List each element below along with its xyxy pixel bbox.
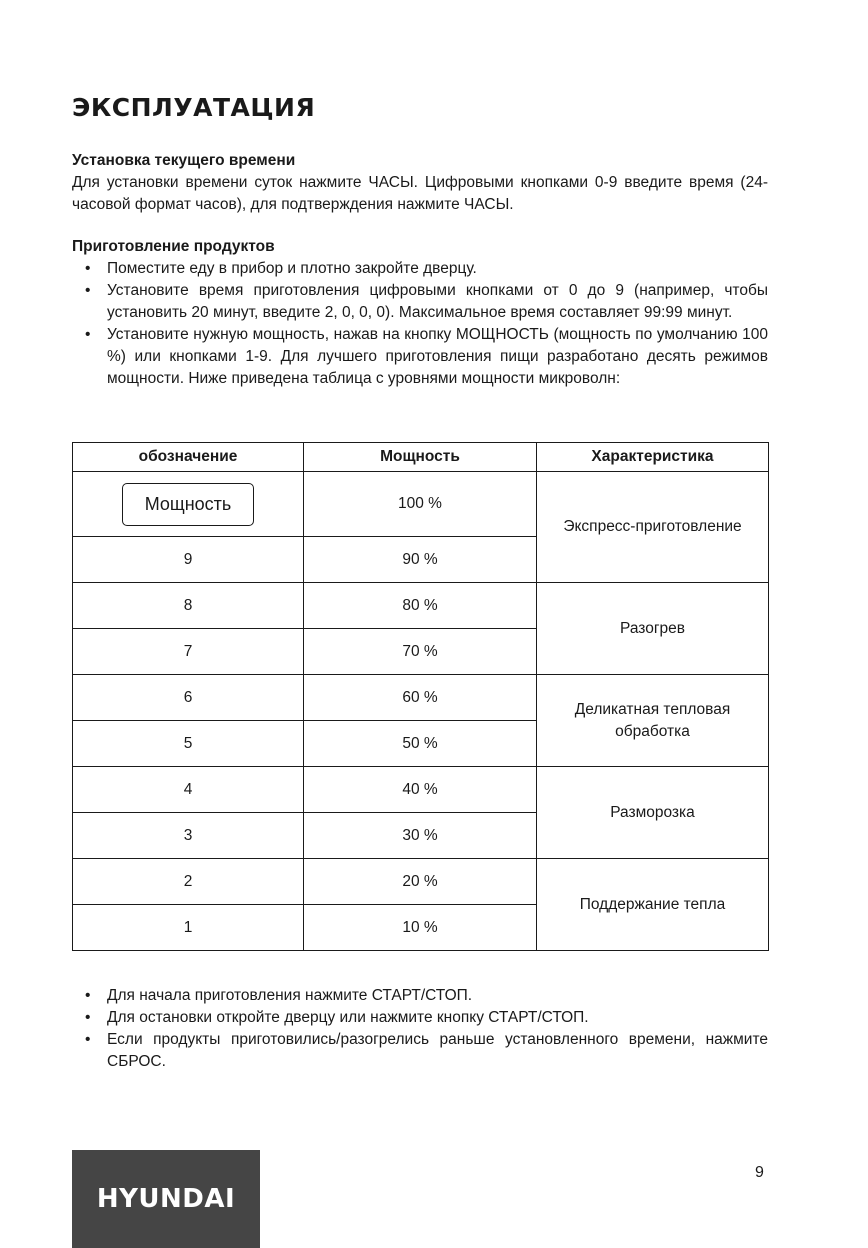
table-cell-symbol: 5 <box>73 721 304 767</box>
time-section <box>72 150 768 216</box>
list-item: • Если продукты приготовились/разогрелись раньше установленного времени, нажмите СБРОС. <box>72 1029 768 1073</box>
cooking-section-heading: Приготовление продуктов <box>72 238 275 255</box>
table-cell-power: 80 % <box>304 583 537 629</box>
power-key-icon: Мощность <box>122 483 254 526</box>
final-section <box>72 985 768 1073</box>
table-cell-power: 70 % <box>304 629 537 675</box>
table-row <box>73 859 769 905</box>
list-item: • Для начала приготовления нажмите СТАРТ/СТОП. <box>72 985 768 1007</box>
cooking-section <box>72 236 768 390</box>
table-cell-characteristic: Деликатная тепловая обработка <box>537 675 769 767</box>
column-header-characteristic: Характеристика <box>537 443 769 472</box>
table-cell-power: 10 % <box>304 905 537 951</box>
table-row <box>73 583 769 629</box>
list-item: • Поместите еду в прибор и плотно закройте дверцу. <box>72 258 768 280</box>
table-cell-symbol: 6 <box>73 675 304 721</box>
table-cell-symbol: 9 <box>73 537 304 583</box>
page-number: 9 <box>755 1164 764 1181</box>
table-cell-characteristic: Разогрев <box>537 583 769 675</box>
table-row <box>73 472 769 537</box>
table-header-row <box>73 443 769 472</box>
cooking-bullet-list <box>72 258 768 390</box>
table-cell-power: 60 % <box>304 675 537 721</box>
list-item: • Установите время приготовления цифровыми кнопками от 0 до 9 (например, чтобы установить 20 минут, введите 2, 0, 0, 0). Максимальное время составляет 99:99 минут. <box>72 280 768 324</box>
brand-logo <box>72 1150 260 1248</box>
table-cell-power: 90 % <box>304 537 537 583</box>
power-level-table <box>72 442 769 951</box>
table-cell-symbol <box>73 472 304 537</box>
table-cell-power: 30 % <box>304 813 537 859</box>
final-bullet-list <box>72 985 768 1073</box>
time-section-text: Для установки времени суток нажмите ЧАСЫ. Цифровыми кнопками 0-9 введите время (24-часовой формат часов), для подтверждения нажмите ЧАСЫ. <box>72 174 768 213</box>
table-cell-characteristic: Разморозка <box>537 767 769 859</box>
time-section-heading: Установка текущего времени <box>72 152 296 169</box>
table-cell-characteristic: Поддержание тепла <box>537 859 769 951</box>
column-header-symbol: обозначение <box>73 443 304 472</box>
page-title: ЭКСПЛУАТАЦИЯ <box>72 93 316 122</box>
table-cell-symbol: 4 <box>73 767 304 813</box>
table-cell-power: 50 % <box>304 721 537 767</box>
table-cell-characteristic: Экспресс-приготовление <box>537 472 769 583</box>
table-row <box>73 767 769 813</box>
table-cell-symbol: 2 <box>73 859 304 905</box>
table-row <box>73 675 769 721</box>
table-cell-symbol: 3 <box>73 813 304 859</box>
table-cell-power: 20 % <box>304 859 537 905</box>
table-cell-power: 40 % <box>304 767 537 813</box>
table-cell-symbol: 8 <box>73 583 304 629</box>
table-cell-symbol: 1 <box>73 905 304 951</box>
column-header-power: Мощность <box>304 443 537 472</box>
table-cell-power: 100 % <box>304 472 537 537</box>
brand-logo-text: HYUNDAI <box>96 1184 236 1214</box>
table-cell-symbol: 7 <box>73 629 304 675</box>
list-item: • Для остановки откройте дверцу или нажмите кнопку СТАРТ/СТОП. <box>72 1007 768 1029</box>
list-item: • Установите нужную мощность, нажав на кнопку МОЩНОСТЬ (мощность по умолчанию 100 %) или кнопками 1-9. Для лучшего приготовления пищи разработано десять режимов мощности. Ниже приведена таблица с уровнями мощности микроволн: <box>72 324 768 390</box>
